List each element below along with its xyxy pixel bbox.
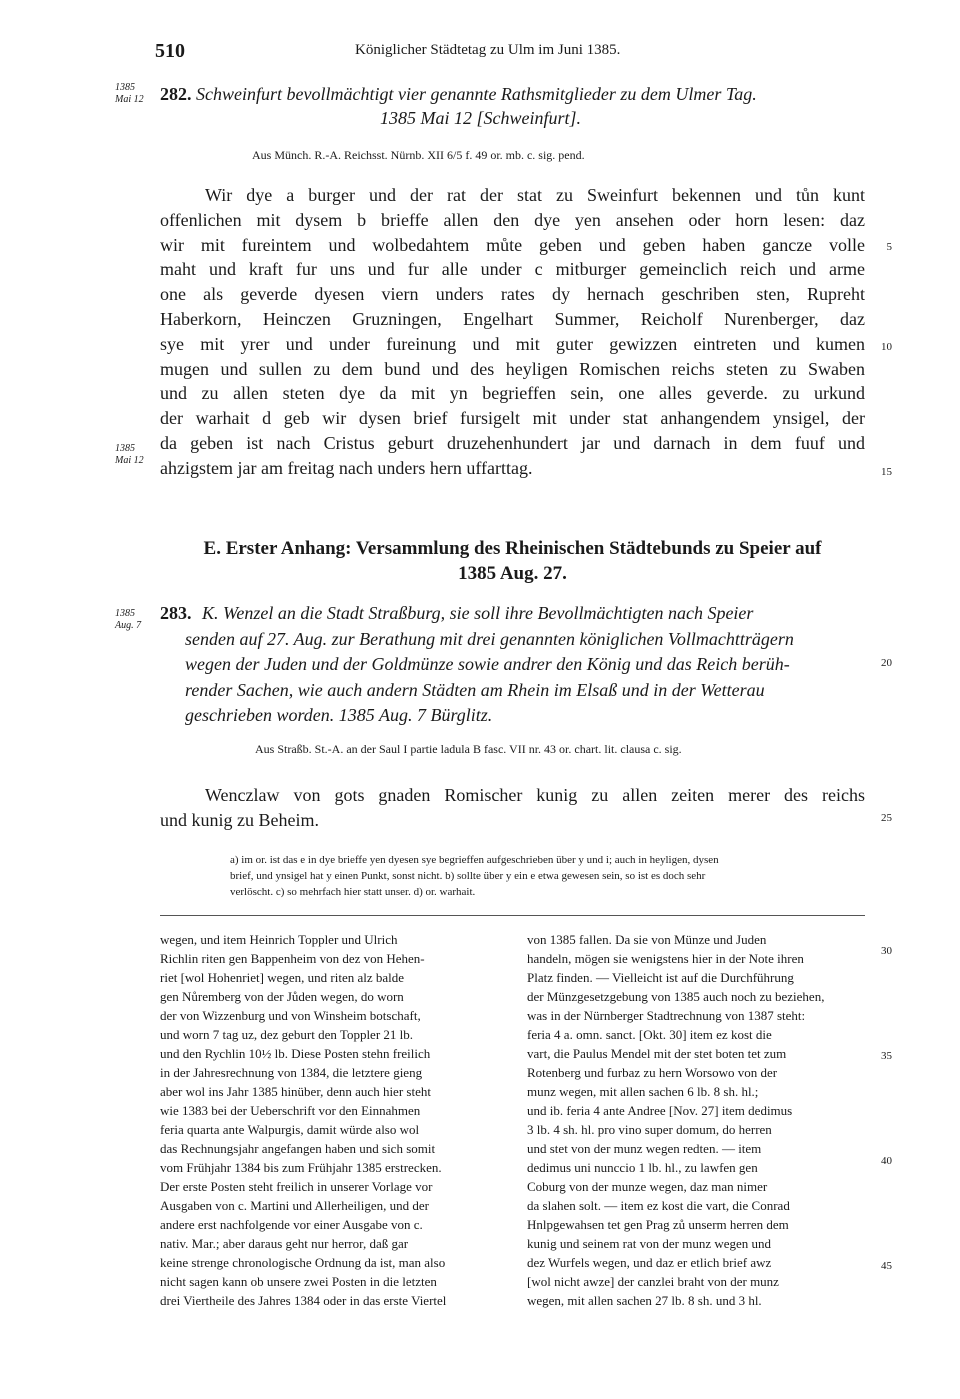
margin-day: Aug. 7: [115, 620, 142, 631]
column-line: Rotenberg und furbaz zu hern Worsowo von der: [527, 1065, 778, 1080]
doc-283-text: [160, 783, 865, 833]
margin-date-282: [115, 82, 144, 106]
margin-day: Mai 12: [115, 455, 144, 466]
column-line: feria quarta ante Walpurgis, damit würde also wol: [160, 1122, 420, 1137]
column-line: drei Viertheile des Jahres 1384 oder in das erste Viertel: [160, 1293, 447, 1308]
text-line: und zu allen steten dye da mit yn begrieffen sein, one alles geverde. zu urkund: [160, 383, 865, 404]
page-number: 510: [155, 40, 185, 62]
margin-date-282-end: [115, 443, 144, 467]
section-heading: [160, 536, 865, 586]
column-line: Coburg von der munze wegen, daz man nimer: [527, 1179, 768, 1194]
text-line: one als geverde dyesen viern unders rates dy hernach geschriben sten, Rupreht: [160, 284, 865, 305]
text-line: Wir dye a burger und der rat der stat zu Sweinfurt bekennen und tůn kunt: [205, 185, 865, 205]
section-line: 1385 Aug. 27.: [458, 563, 567, 584]
column-line: wegen, mit allen sachen 27 lb. 8 sh. und 3 hl.: [527, 1293, 762, 1308]
column-line: keine strenge chronologische Ordnung da ist, man also: [160, 1255, 446, 1270]
doc-number: 283.: [160, 603, 192, 623]
column-line: Platz finden. — Vielleicht ist auf die Durchführung: [527, 970, 794, 985]
column-line: Ausgaben von c. Martini und Allerheiligen, und der: [160, 1198, 429, 1213]
text-line: und kunig zu Beheim.: [160, 809, 319, 830]
text-line: da geben ist nach Cristus geburt druzehenhundert jar und darnach in dem fuuf und: [160, 432, 865, 453]
column-line: riet [wol Hohenriet] wegen, und riten alz balde: [160, 970, 405, 985]
column-line: in der Jahresrechnung von 1384, die letztere gieng: [160, 1065, 423, 1080]
column-line: der von Wizzenburg und von Winsheim botschaft,: [160, 1008, 421, 1023]
title-line: Schweinfurt bevollmächtigt vier genannte Rathsmitglieder zu dem Ulmer Tag.: [196, 84, 757, 104]
column-line: da slahen solt. — item ez kost die vart, die Conrad: [527, 1198, 790, 1213]
doc-282-text: [160, 183, 865, 481]
left-column: [160, 930, 510, 1310]
line-number: 35: [881, 1050, 892, 1062]
column-line: wie 1383 bei der Ueberschrift vor den Einnahmen: [160, 1103, 421, 1118]
column-line: Richlin riten gen Bappenheim von dez von Hehen-: [160, 951, 425, 966]
text-line: mugen und sullen zu dem bund und des heyligen Romischen reichs steten zu Swaben: [160, 358, 865, 379]
doc-283-title: [185, 601, 867, 729]
column-line: [wol nicht awze] der canzlei braht von der munz: [527, 1274, 779, 1289]
section-line: E. Erster Anhang: Versammlung des Rheinischen Städtebunds zu Speier auf: [203, 538, 822, 559]
margin-year: 1385: [115, 82, 135, 93]
doc-283-source: Aus Straßb. St.-A. an der Saul I partie ladula B fasc. VII nr. 43 or. chart. lit. clausa c. sig.: [255, 742, 682, 756]
column-line: aber wol ins Jahr 1385 hinüber, denn auch hier steht: [160, 1084, 431, 1099]
line-number: 40: [881, 1155, 892, 1167]
column-line: Der erste Posten steht freilich in unserer Vorlage vor: [160, 1179, 433, 1194]
margin-day: Mai 12: [115, 94, 144, 105]
column-line: und stet von der munz wegen redten. — item: [527, 1141, 762, 1156]
column-line: von 1385 fallen. Da sie von Münze und Juden: [527, 932, 767, 947]
column-line: 3 lb. 4 sh. hl. pro vino super domum, do herren: [527, 1122, 772, 1137]
column-line: vart, die Paulus Mendel mit der stet boten tet zum: [527, 1046, 787, 1061]
right-column: [527, 930, 872, 1310]
text-line: ahzigstem jar am freitag nach unders hern uffarttag.: [160, 457, 533, 478]
column-line: und worn 7 tag uz, dez geburt den Toppler 21 lb.: [160, 1027, 414, 1042]
line-number: 20: [881, 657, 892, 669]
column-line: nicht sagen kann ob unsere zwei Posten in die letzten: [160, 1274, 437, 1289]
doc-282-title: [160, 82, 870, 130]
line-number: 45: [881, 1260, 892, 1272]
column-line: der Münzgesetzgebung von 1385 auch noch zu beziehen,: [527, 989, 825, 1004]
text-line: maht und kraft fur uns und fur alle under c mitburger gemeinclich reich und arme: [160, 259, 865, 280]
line-number: 5: [886, 241, 892, 253]
title-line: 1385 Mai 12 [Schweinfurt].: [380, 108, 581, 128]
title-line: senden auf 27. Aug. zur Berathung mit drei genannten königlichen Vollmachtträgern: [185, 628, 794, 649]
column-line: das Rechnungsjahr angefangen haben und sich somit: [160, 1141, 436, 1156]
line-number: 25: [881, 812, 892, 824]
title-line: wegen der Juden und der Goldmünze sowie andrer den König und das Reich berüh-: [185, 654, 790, 675]
doc-282-source: Aus Münch. R.-A. Reichsst. Nürnb. XII 6/5 f. 49 or. mb. c. sig. pend.: [252, 148, 585, 162]
text-line: offenlichen mit dysem b brieffe allen den dye yen ansehen oder horn lesen: daz: [160, 209, 865, 230]
divider: [160, 915, 865, 916]
footnotes: [230, 852, 870, 900]
title-line: geschrieben worden. 1385 Aug. 7 Bürglitz.: [185, 705, 493, 726]
margin-year: 1385: [115, 443, 135, 454]
column-line: handeln, mögen sie wenigstens hier in der Note ihren: [527, 951, 804, 966]
footnote-line: a) im or. ist das e in dye brieffe yen dyesen sye begrieffen aufgeschrieben über y und i; auch in heyligen, dysen: [230, 854, 719, 866]
column-line: wegen, und item Heinrich Toppler und Ulrich: [160, 932, 398, 947]
column-line: was in der Nürnberger Stadtrechnung von 1387 steht:: [527, 1008, 806, 1023]
column-line: kunig und seinem rat von der munz wegen und: [527, 1236, 772, 1251]
running-head: Königlicher Städtetag zu Ulm im Juni 1385.: [355, 42, 621, 58]
column-line: andere erst nachfolgende vor einer Ausgabe von c.: [160, 1217, 423, 1232]
doc-number: 282.: [160, 84, 192, 104]
text-line: Haberkorn, Heinczen Gruzningen, Engelhart Summer, Reicholf Nurenberger, daz: [160, 308, 865, 329]
title-line: K. Wenzel an die Stadt Straßburg, sie soll ihre Bevollmächtigten nach Speier: [202, 603, 754, 623]
column-line: Hnlpgewahsen tet gen Prag zů unserm herren dem: [527, 1217, 789, 1232]
margin-date-283: [115, 608, 141, 632]
text-line: Wenczlaw von gots gnaden Romischer kunig zu allen zeiten merer des reichs: [205, 785, 865, 805]
column-line: und den Rychlin 10½ lb. Diese Posten stehn freilich: [160, 1046, 431, 1061]
margin-year: 1385: [115, 608, 135, 619]
text-line: wir mit fureintem und wolbedahtem můte geben und geben haben gancze volle: [160, 234, 865, 255]
text-line: sye mit yrer und under fureinung und mit guter gewizzen eintreten und kumen: [160, 333, 865, 354]
line-number: 15: [881, 466, 892, 478]
footnote-line: brief, und ynsigel hat y einen Punkt, sonst nicht. b) sollte über y ein e etwa gewesen sein, so ist es doch sehr: [230, 870, 706, 882]
column-line: dedimus uni nunccio 1 lb. hl., zu lawfen gen: [527, 1160, 758, 1175]
column-line: nativ. Mar.; aber daraus geht nur herror, daß gar: [160, 1236, 409, 1251]
footnote-line: verlöscht. c) so mehrfach hier statt unser. d) or. warhait.: [230, 886, 476, 898]
line-number: 30: [881, 945, 892, 957]
column-line: vom Frühjahr 1384 bis zum Frühjahr 1385 erstrecken.: [160, 1160, 442, 1175]
text-line: der warhait d geb wir dysen brief fursigelt mit under stat anhangendem ynsigel, der: [160, 408, 865, 429]
line-number: 10: [881, 341, 892, 353]
column-line: und ib. feria 4 ante Andree [Nov. 27] item dedimus: [527, 1103, 793, 1118]
title-line: render Sachen, wie auch andern Städten am Rhein im Elsaß und in der Wetterau: [185, 679, 765, 700]
column-line: munz wegen, mit allen sachen 6 lb. 8 sh. hl.;: [527, 1084, 759, 1099]
column-line: dez Wurfels wegen, und daz er etlich brief awz: [527, 1255, 772, 1270]
column-line: feria 4 a. omn. sanct. [Okt. 30] item ez kost die: [527, 1027, 772, 1042]
column-line: gen Nůremberg von der Jůden wegen, do worn: [160, 989, 404, 1004]
